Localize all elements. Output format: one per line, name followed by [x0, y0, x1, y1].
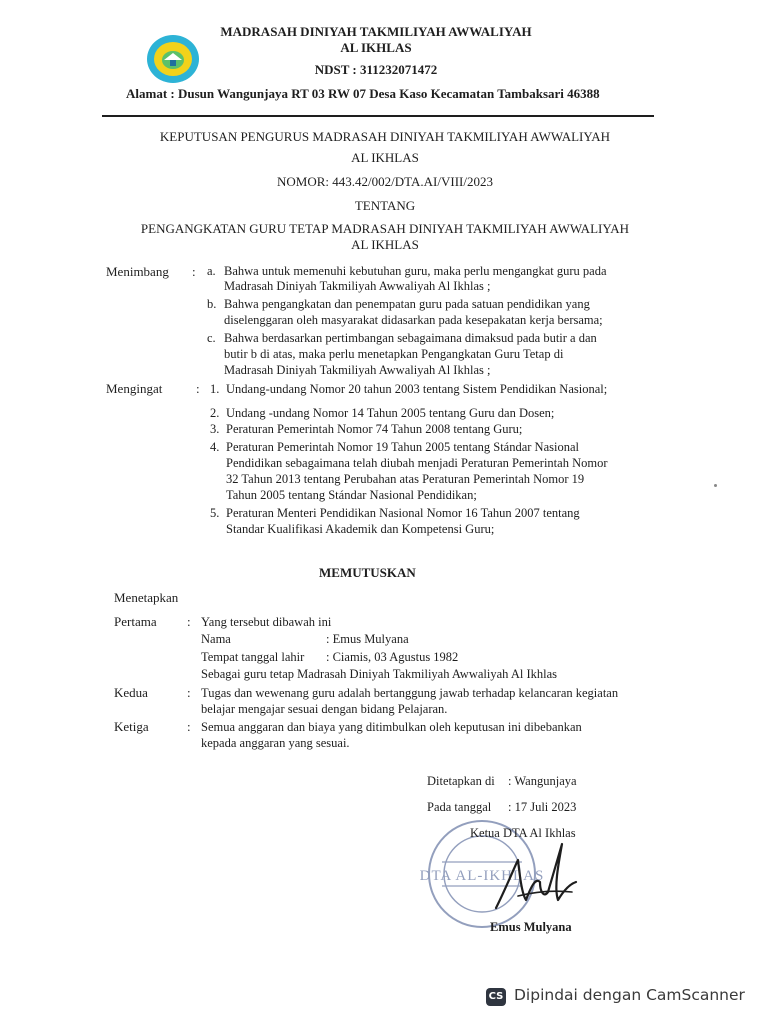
ketiga-line-2: kepada anggaran yang sesuai. [201, 736, 350, 750]
handwritten-signature [488, 838, 578, 920]
mengingat-3-marker: 3. [210, 422, 220, 436]
mengingat-4-line-2: Pendidikan sebagaimana telah diubah menjadi Peraturan Pemerintah Nomor [226, 456, 608, 470]
mengingat-3-line-1: Peraturan Pemerintah Nomor 74 Tahun 2008 tentang Guru; [226, 422, 523, 436]
signer-name: Emus Mulyana [490, 920, 572, 934]
menimbang-a-line-1: Bahwa untuk memenuhi kebutuhan guru, maka perlu mengangkat guru pada [224, 264, 607, 278]
menimbang-a-line-2: Madrasah Diniyah Takmiliyah Awwaliyah Al Ikhlas ; [224, 279, 491, 293]
mengingat-4-marker: 4. [210, 440, 220, 454]
date-value: : 17 Juli 2023 [508, 800, 577, 814]
mengingat-5-line-2: Standar Kualifikasi Akademik dan Kompetensi Guru; [226, 522, 495, 536]
mengingat-label: Mengingat [106, 381, 163, 396]
camscanner-watermark: Dipindai dengan CamScanner [514, 986, 745, 1004]
kedua-line-1: Tugas dan wewenang guru adalah bertanggung jawab terhadap kelancaran kegiatan [201, 686, 619, 700]
decree-subject-2: AL IKHLAS [351, 237, 419, 252]
kedua-colon: : [187, 685, 191, 700]
school-name: MADRASAH DINIYAH TAKMILIYAH AWWALIYAH [220, 24, 532, 39]
mengingat-2-line-1: Undang -undang Nomor 14 Tahun 2005 tentang Guru dan Dosen; [226, 406, 555, 420]
decree-subject: PENGANGKATAN GURU TETAP MADRASAH DINIYAH TAKMILIYAH AWWALIYAH [140, 221, 630, 236]
decree-number: NOMOR: 443.42/002/DTA.AI/VIII/2023 [277, 174, 493, 189]
mengingat-colon: : [196, 381, 200, 396]
camscanner-logo-icon: CS [486, 988, 506, 1006]
pertama-intro: Yang tersebut dibawah ini [201, 615, 332, 629]
menetapkan-label: Menetapkan [114, 590, 179, 605]
menimbang-b-marker: b. [207, 297, 217, 311]
stamp-label: DTA AL-IKHLAS [419, 868, 545, 884]
menimbang-c-line-3: Madrasah Diniyah Takmiliyah Awwaliyah Al Ikhlas ; [224, 363, 491, 377]
menimbang-a-marker: a. [207, 264, 216, 278]
menimbang-c-marker: c. [207, 331, 216, 345]
pertama-closing: Sebagai guru tetap Madrasah Diniyah Takmiliyah Awwaliyah Al Ikhlas [201, 667, 557, 681]
header-divider [102, 115, 654, 117]
mengingat-1-marker: 1. [210, 382, 220, 396]
mengingat-4-line-4: Tahun 2005 tentang Stándar Nasional Pendidikan; [226, 488, 477, 502]
school-logo [145, 34, 201, 84]
ketiga-label: Ketiga [114, 719, 149, 734]
school-address: Alamat : Dusun Wangunjaya RT 03 RW 07 Desa Kaso Kecamatan Tambaksari 46388 [126, 86, 600, 101]
ketiga-colon: : [187, 719, 191, 734]
signer-position: Ketua DTA Al Ikhlas [470, 826, 576, 840]
menimbang-b-line-2: diselenggaran oleh masyarakat didasarkan pada kesepakatan kerja bersama; [224, 313, 603, 327]
scan-speck [714, 484, 717, 487]
decree-title-2: AL IKHLAS [351, 150, 419, 165]
decree-title: KEPUTUSAN PENGURUS MADRASAH DINIYAH TAKMILIYAH AWWALIYAH [159, 129, 611, 144]
place-label: Ditetapkan di [427, 774, 495, 788]
menimbang-colon: : [192, 264, 196, 279]
mengingat-4-line-1: Peraturan Pemerintah Nomor 19 Tahun 2005 tentang Stándar Nasional [226, 440, 579, 454]
date-label: Pada tanggal [427, 800, 492, 814]
menimbang-c-line-1: Bahwa berdasarkan pertimbangan sebagaimana dimaksud pada butir a dan [224, 331, 597, 345]
school-name-2: AL IKHLAS [340, 40, 412, 55]
ndst-number: NDST : 311232071472 [314, 62, 438, 77]
pertama-label: Pertama [114, 614, 157, 629]
mengingat-5-marker: 5. [210, 506, 220, 520]
nama-label: Nama [201, 632, 231, 646]
menimbang-label: Menimbang [106, 264, 169, 279]
kedua-line-2: belajar mengajar sesuai dengan bidang Pelajaran. [201, 702, 448, 716]
kedua-label: Kedua [114, 685, 148, 700]
mengingat-1-line-1: Undang-undang Nomor 20 tahun 2003 tentang Sistem Pendidikan Nasional; [226, 382, 608, 396]
ketiga-line-1: Semua anggaran dan biaya yang ditimbulkan oleh keputusan ini dibebankan [201, 720, 582, 734]
mengingat-5-line-1: Peraturan Menteri Pendidikan Nasional Nomor 16 Tahun 2007 tentang [226, 506, 580, 520]
menimbang-c-line-2: butir b di atas, maka perlu menetapkan Pengangkatan Guru Tetap di [224, 347, 564, 361]
ttl-label: Tempat tanggal lahir [201, 650, 305, 664]
pertama-colon: : [187, 614, 191, 629]
nama-value: : Emus Mulyana [326, 632, 409, 646]
memutuskan-heading: MEMUTUSKAN [319, 565, 416, 580]
mengingat-4-line-3: 32 Tahun 2013 tentang Perubahan atas Peraturan Pemerintah Nomor 19 [226, 472, 585, 486]
ttl-value: : Ciamis, 03 Agustus 1982 [326, 650, 459, 664]
menimbang-b-line-1: Bahwa pengangkatan dan penempatan guru pada satuan pendidikan yang [224, 297, 590, 311]
decree-about: TENTANG [354, 198, 416, 213]
mengingat-2-marker: 2. [210, 406, 220, 420]
place-value: : Wangunjaya [508, 774, 577, 788]
